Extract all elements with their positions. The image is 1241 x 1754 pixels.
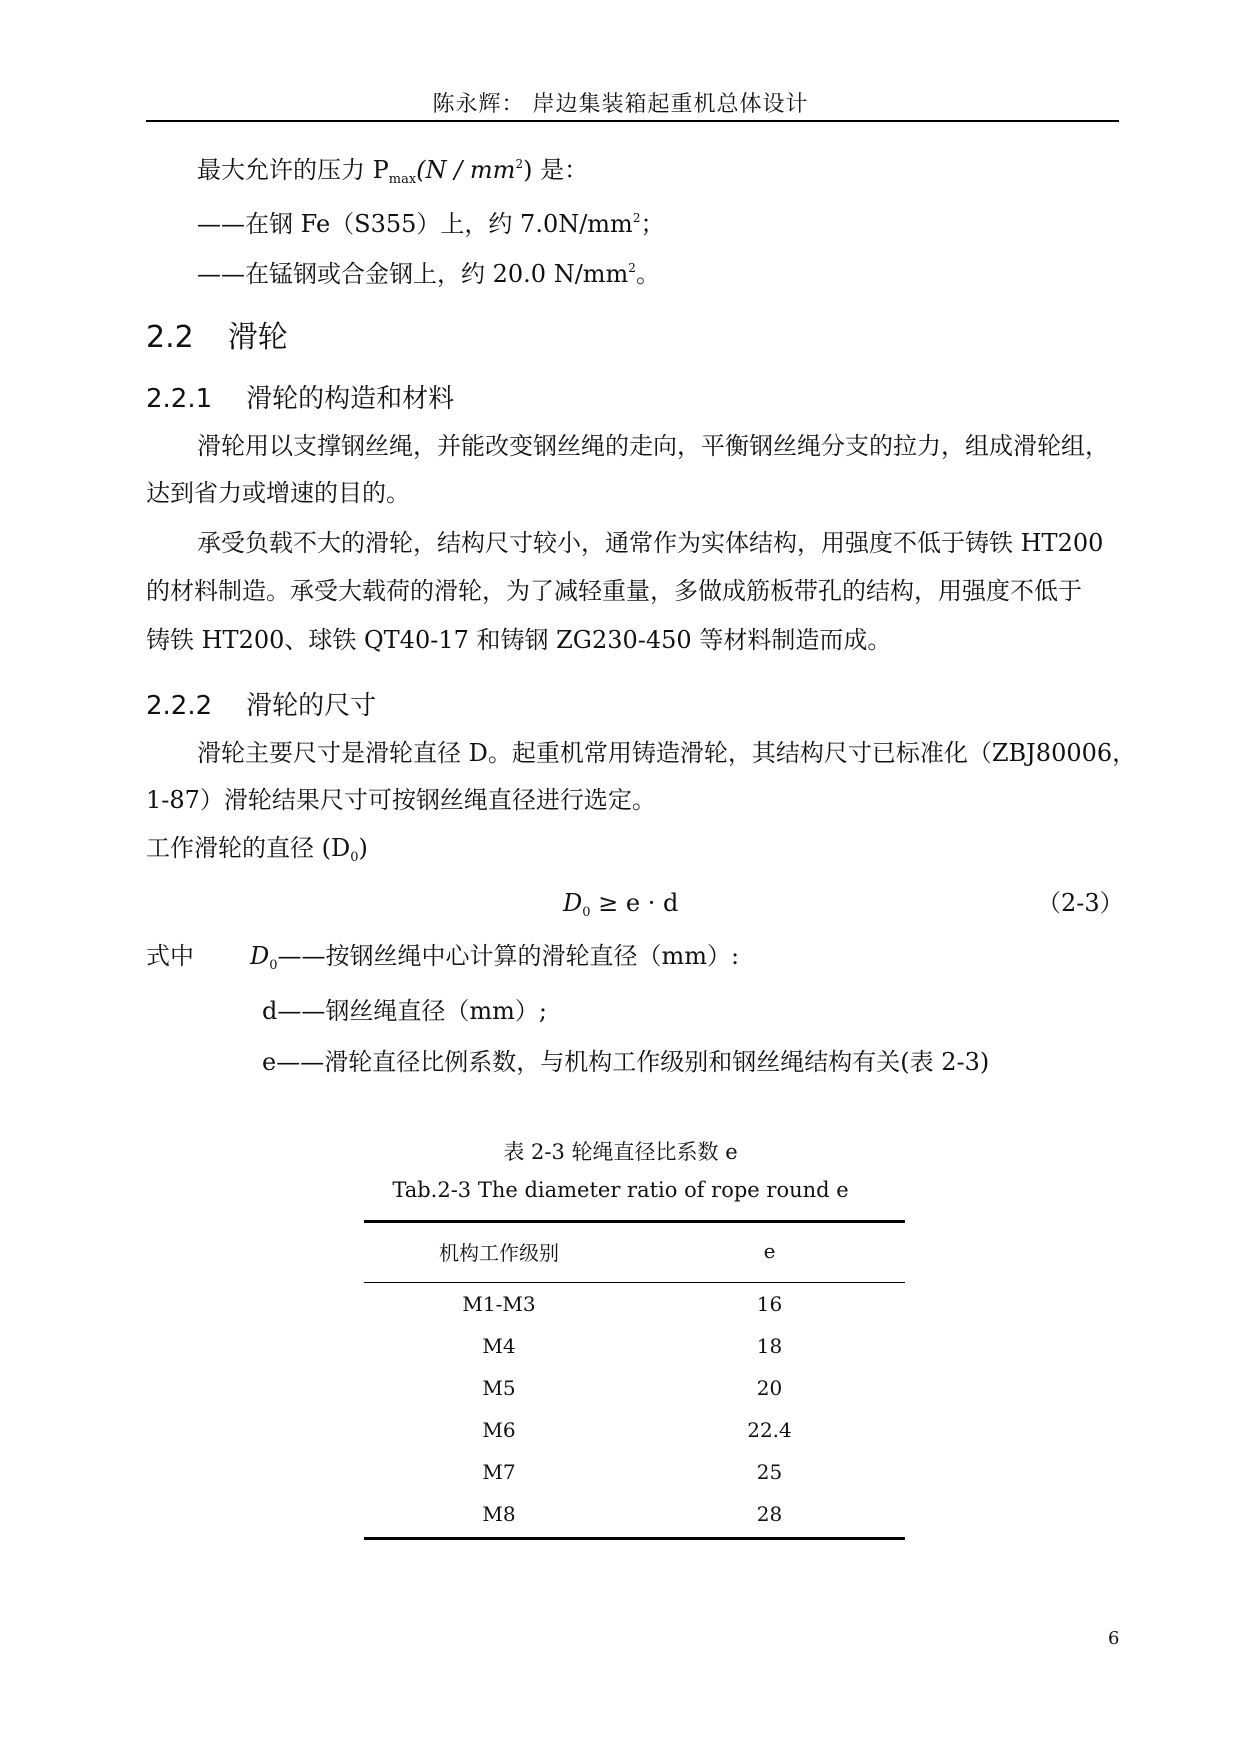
cell-e-value: 20 [756,1376,783,1400]
pressure-intro-unit: (N / mm [416,156,516,184]
table-bottom-rule [364,1537,905,1540]
paragraph-line: 铸铁 HT200、球铁 QT40-17 和铸钢 ZG230-450 等材料制造而成。 [146,626,892,654]
section-title: 滑轮的构造和材料 [246,384,455,414]
pressure-line-steel-text: ——在钢 Fe（S355）上，约 7.0N/mm [197,210,633,238]
cell-work-class: M8 [482,1502,516,1526]
d0-definition-tail: ) [358,834,368,862]
table-row [364,1451,905,1493]
section-heading-2-2 [146,312,288,356]
where-text: ——滑轮直径比例系数，与机构工作级别和钢丝绳结构有关(表 2-3) [276,1048,990,1076]
where-label: 式中 [146,942,194,970]
where-text: ——按钢丝绳中心计算的滑轮直径（mm）: [277,942,740,970]
cell-e-value: 18 [756,1334,783,1358]
section-heading-2-2-2 [146,685,376,722]
table-row [364,1493,905,1535]
paragraph-line: 1-87）滑轮结果尺寸可按钢丝绳直径进行选定。 [146,786,656,814]
pressure-intro-superscript: 2 [515,157,524,171]
diameter-ratio-table [364,1220,905,1535]
table-header-row [364,1220,905,1283]
pressure-line-steel-tail: ； [640,210,665,238]
where-item-e [262,1044,989,1080]
pressure-intro-tail: ) 是： [523,156,589,184]
pressure-line-steel [197,200,664,242]
formula [563,885,678,931]
cell-work-class: M1-M3 [462,1292,536,1316]
table-caption-cn: 表 2-3 轮绳直径比系数 e [503,1140,738,1164]
cell-e-value: 28 [756,1502,783,1526]
where-item-d [262,993,547,1029]
pressure-line-steel-superscript: 2 [632,211,641,225]
formula-expression: ≥ e · d [590,889,679,917]
cell-work-class: M7 [482,1460,516,1484]
table-row [364,1325,905,1367]
d0-definition [146,830,368,876]
pressure-intro-text: 最大允许的压力 P [197,156,389,184]
running-header: 陈永辉： 岸边集装箱起重机总体设计 [432,92,809,117]
cell-e-value: 25 [756,1460,783,1484]
paragraph-line: 承受负载不大的滑轮，结构尺寸较小，通常作为实体结构，用强度不低于铸铁 HT200 [197,529,1104,557]
section-title: 滑轮的尺寸 [246,691,377,721]
pressure-line-alloy-superscript: 2 [628,261,636,275]
where-item-d0 [250,938,739,984]
formula-symbol: D [563,889,583,917]
page-number: 6 [1108,1628,1120,1649]
pressure-line-alloy-tail: 。 [635,260,660,288]
section-number: 2.2.2 [146,691,213,721]
section-heading-2-2-1 [146,378,454,415]
cell-work-class: M6 [482,1418,516,1442]
cell-work-class: M5 [482,1376,516,1400]
formula-number: （2-3） [1037,889,1124,917]
cell-work-class: M4 [482,1334,516,1358]
pressure-line-alloy-text: ——在锰钢或合金钢上，约 20.0 N/mm [197,260,629,288]
table-caption-en: Tab.2-3 The diameter ratio of rope round e [392,1178,849,1202]
pressure-intro [197,146,588,198]
paragraph-line: 滑轮主要尺寸是滑轮直径 D。起重机常用铸造滑轮，其结构尺寸已标准化（ZBJ80006， [197,739,1137,767]
header-rule [146,120,1119,122]
section-number: 2.2.1 [146,384,213,414]
where-symbol: D [250,942,270,970]
column-header-work-class: 机构工作级别 [364,1220,634,1283]
where-text: ——钢丝绳直径（mm）; [277,997,547,1025]
d0-definition-text: 工作滑轮的直径 (D [146,834,351,862]
section-title: 滑轮 [227,320,288,355]
paragraph-line: 的材料制造。承受大载荷的滑轮，为了减轻重量，多做成筋板带孔的结构，用强度不低于 [146,577,1082,605]
where-symbol-subscript: 0 [269,958,278,973]
where-symbol: d [262,997,278,1025]
table-row [364,1409,905,1451]
formula-subscript: 0 [582,905,591,920]
table-row [364,1367,905,1409]
cell-e-value: 22.4 [747,1418,792,1442]
section-number: 2.2 [146,320,194,355]
table-row [364,1283,905,1326]
pressure-intro-subscript: max [388,172,417,187]
column-header-e: e [634,1220,905,1283]
paragraph-line: 达到省力或增速的目的。 [146,479,410,507]
cell-e-value: 16 [756,1292,783,1316]
where-symbol: e [262,1048,277,1076]
pressure-line-alloy [197,250,660,292]
d0-definition-subscript: 0 [350,850,359,865]
paragraph-line: 滑轮用以支撑钢丝绳，并能改变钢丝绳的走向，平衡钢丝绳分支的拉力，组成滑轮组， [197,432,1109,460]
